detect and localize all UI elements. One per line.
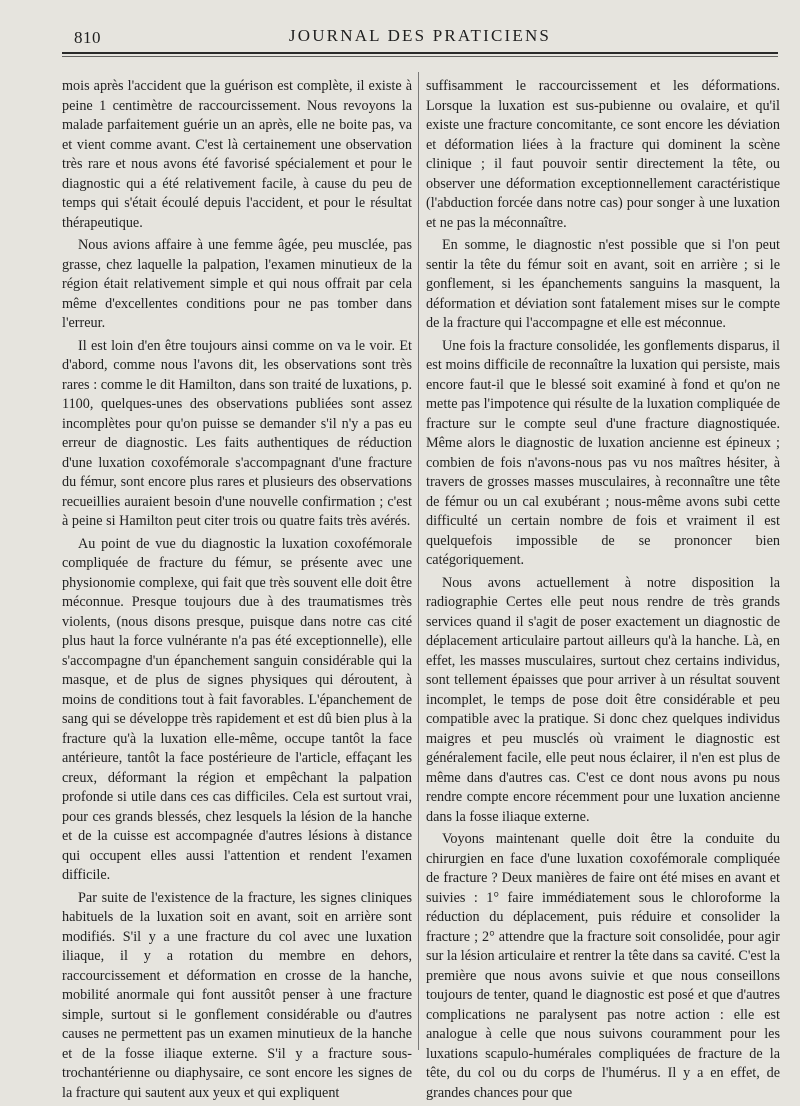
right-column	[426, 77, 780, 1106]
paragraph: En somme, le diagnostic n'est possible que si l'on peut sentir la tête du fémur soit en avant, soit en arrière ; si le gonflement, si les épanchements sanguins la masquent, la déformation et déviation sont fatalement mises sur le compte de la fracture qui l'accompagne et elle est méconnue.	[426, 237, 780, 331]
paragraph: Voyons maintenant quelle doit être la conduite du chirurgien en face d'une luxation coxofémorale compliquée de fracture ? Deux manières de faire ont été mises en avant et suivies : 1° faire immédiatement sous le chloroforme la réduction du déplacement, puis réduire et consolider la fracture ; 2° attendre que la fracture soit consolidée, pour agir sur la lésion articulaire et rentrer la tête dans sa cavité. C'est la première que nous avons suivie et que nous conseillons toujours de tenter, quand le diagnostic est posé et que d'autres complications ne paralysent pas notre action : elle est analogue à celle que nous suivons couramment pour les luxations scapulo-humérales compliquées de fracture de la tête, du col ou du corps de l'humérus. Il y a en effet, de grandes chances pour que	[426, 831, 780, 1101]
column-divider	[418, 72, 419, 1050]
paragraph: Une fois la fracture consolidée, les gonflements disparus, il est moins difficile de reconnaître la luxation qui persiste, mais encore faut-il que le blessé soit examiné à fond et qu'on ne mette pas l'impotence qui résulte de la luxation compliquée de fracture sur le compte seul d'une fracture diagnostiquée. Même alors le diagnostic de luxation ancienne est épineux ; combien de fois n'avons-nous pas vu nos maîtres hésiter, à travers de grosses masses musculaires, à reconnaître une tête de fémur ou un cal exubérant ; nous-même avons subi cette difficulté un certain nombre de fois et vraiment il est quelquefois impossible de se prononcer bien catégoriquement.	[426, 337, 780, 568]
paragraph: Par suite de l'existence de la fracture, les signes cliniques habituels de la luxation soit en avant, soit en arrière sont modifiés. S'il y a une fracture du col avec une luxation iliaque, il y a rotation du membre en dehors, raccourcissement et déformation en crosse de la hanche, mobilité anormale qui font aussitôt penser à une fracture simple, surtout si le gonflement considérable ou d'autres causes ne permettent pas un examen minutieux de la hanche et de la fosse iliaque externe. S'il y a fracture sous-trochantérienne ou diaphysaire, ce sont encore les signes de la fracture qui sautent aux yeux et qui expliquent	[62, 889, 412, 1101]
journal-title: JOURNAL DES PRATICIENS	[288, 26, 552, 45]
header-rule-secondary	[62, 56, 778, 57]
header-rule	[62, 52, 778, 54]
page-header	[62, 26, 778, 52]
paragraph: suffisamment le raccourcissement et les déformations. Lorsque la luxation est sus-pubienne ou ovalaire, et qu'il existe une fracture concomitante, ce sont encore les déviation et déformation liées à la fracture qui dominent la scène clinique ; il faut pouvoir sentir directement la tête, ou observer une déformation exceptionnellement caractéristique (l'abduction forcée dans notre cas) pour songer à une luxation et ne pas la méconnaître.	[426, 78, 780, 231]
paragraph: mois après l'accident que la guérison est complète, il existe à peine 1 centimètre de raccourcissement. Nous revoyons la malade parfaitement guérie un an après, elle ne boite pas, va et vient comme avant. C'est là certainement une observation très rare et nous avons été favorisé spécialement et pour le diagnostic qui a été relativement facile, à cause du peu de temps qui s'était écoulé depuis l'accident, et pour le résultat thérapeutique.	[62, 78, 412, 231]
page-number: 810	[74, 28, 101, 47]
paragraph: Au point de vue du diagnostic la luxation coxofémorale compliquée de fracture du fémur, se présente avec une physionomie complexe, qui fait que très souvent elle doit être méconnue. Presque toujours due à des traumatismes très violents, (nous disons presque, puisque dans notre cas cité plus haut la force vulnérante n'a pas été exceptionnelle), elle s'accompagne d'un épanchement sanguin considérable qui la masque, et de plus de signes physiques qui déroutent, à moins de conditions tout à fait favorables. L'épanchement de sang qui se développe très rapidement et est dû bien plus à la fracture qu'à la luxation elle-même, occupe tantôt la face antérieure, tantôt la face postérieure de l'article, effaçant les creux, déformant la région et empêchant la palpation profonde si utile dans ces cas difficiles. Cela est surtout vrai, pour ces grands blessés, chez lesquels la lésion de la hanche et de la cuisse est accompagnée d'autres lésions à distance qui occupent elles aussi l'attention et rendent l'examen difficile.	[62, 535, 412, 883]
paragraph: Nous avons actuellement à notre disposition la radiographie Certes elle peut nous rendre de très grands services quand il s'agit de poser exactement un diagnostic de déplacement articulaire partout ailleurs qu'à la hanche. Là, en effet, les masses musculaires, surtout chez certains individus, sont tellement épaisses que pour arriver à un résultat souvent incomplet, le temps de pose doit être considérable et peu compatible avec la pratique. Si donc chez quelques individus maigres et peu musclés où vraiment le diagnostic est généralement facile, elle peut nous éclairer, il n'en est plus de même dans d'autres cas. C'est ce dont nous avons pu nous rendre compte encore récemment pour une luxation ancienne dans la fosse iliaque externe.	[426, 574, 780, 825]
paragraph: Il est loin d'en être toujours ainsi comme on va le voir. Et d'abord, comme nous l'avons dit, les observations sont très rares : comme le dit Hamilton, dans son traité de luxations, p. 1100, quelques-unes des observations publiées sont assez incomplètes pour qu'on puisse se demander s'il n'y a pas eu erreur de diagnostic. Les faits authentiques de réduction d'une luxation coxofémorale s'accompagnant d'une fracture du fémur, sont encore plus rares et plusieurs des observations recueillies auraient besoin d'une nouvelle confirmation ; c'est à peine si Hamilton peut citer trois ou quatre faits très avérés.	[62, 337, 412, 529]
left-column	[62, 77, 412, 1106]
paragraph: Nous avions affaire à une femme âgée, peu musclée, pas grasse, chez laquelle la palpation, l'examen minutieux de la région était relativement simple et qui nous offrait par cela même d'excellentes conditions pour ne pas tomber dans l'erreur.	[62, 237, 412, 331]
